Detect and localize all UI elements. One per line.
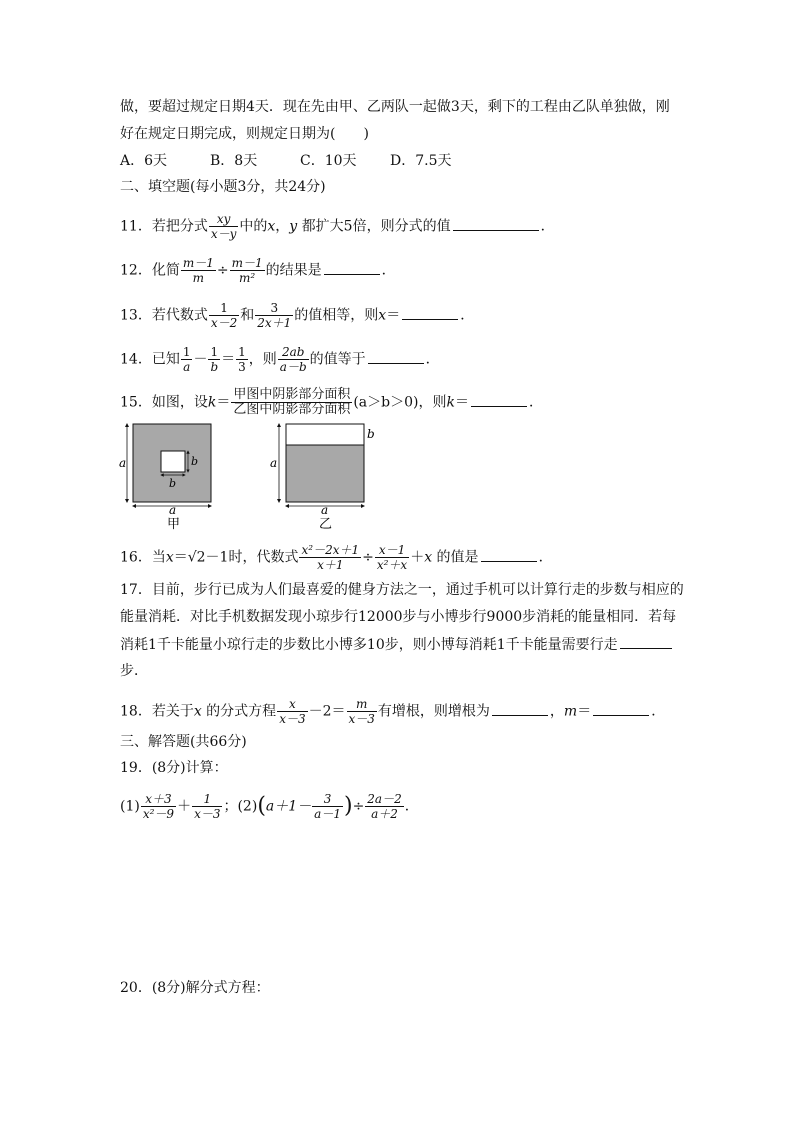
frac-den: x²－9 (142, 807, 175, 821)
q10-line1: 做，要超过规定日期4天．现在先由甲、乙两队一起做3天，剩下的工程由乙队单独做，刚 (120, 99, 670, 115)
jia-label-a-side: a (119, 456, 127, 470)
yi-shaded-rect (286, 445, 364, 502)
q17-line1: 17．目前，步行已成为人们最喜爱的健身方法之一，通过手机可以计算行走的步数与相应的 (120, 582, 684, 598)
q19-part-label: ；(2) (223, 798, 258, 815)
frac-num: x (289, 697, 296, 711)
option-c: C．10天 (300, 153, 357, 169)
q18-text: ， (549, 703, 564, 720)
q12-text: 的结果是 (265, 262, 322, 279)
jia-inner-square (161, 451, 185, 472)
q13 (120, 301, 474, 330)
q14-fraction-4 (278, 345, 309, 374)
q20-title: 20．(8分)解分式方程： (120, 980, 270, 996)
q12-end: ． (381, 262, 396, 279)
answer-blank[interactable] (481, 547, 537, 562)
frac-num: 1 (210, 345, 219, 359)
divide-sign: ÷ (352, 798, 365, 815)
frac-den: a－1 (314, 807, 341, 821)
frac-den: x－2 (210, 316, 238, 330)
q11 (120, 212, 555, 241)
q14-text: ，则 (248, 351, 277, 368)
q14-fraction-1 (181, 345, 193, 374)
q19-title: 19．(8分)计算： (120, 760, 228, 776)
frac-num: 1 (182, 345, 191, 359)
q16-text: ＝√2－1时，代数式 (173, 549, 299, 566)
frac-num: xy (216, 212, 231, 226)
var-y: y (289, 218, 298, 235)
jia-label-a-bottom: a (169, 503, 177, 517)
q13-text: ＝ (386, 307, 401, 324)
section3-heading: 三、解答题(共66分) (120, 734, 247, 750)
q18 (120, 697, 665, 726)
q19-fraction-3 (312, 792, 343, 821)
frac-num: 3 (270, 301, 279, 315)
figure-jia (119, 424, 211, 530)
frac-den: m (181, 270, 216, 285)
frac-den: 3 (238, 360, 246, 374)
frac-den: 乙图中阴影部分面积 (233, 402, 351, 417)
var-x: x (193, 703, 202, 720)
equals-sign: ＝ (577, 703, 592, 720)
q17-line4: 步． (120, 663, 148, 679)
var-m: m (563, 703, 578, 720)
jia-label-b-side: b (191, 455, 199, 468)
right-paren: ) (343, 793, 353, 819)
q16-fraction-2 (375, 543, 409, 572)
frac-den: x－3 (348, 712, 375, 726)
frac-den: a＋2 (365, 806, 403, 821)
answer-blank[interactable] (593, 701, 649, 716)
yi-label-a-side: a (270, 456, 278, 470)
q10-options (120, 151, 452, 171)
q18-text: 有增根，则增根为 (377, 703, 490, 720)
answer-blank[interactable] (620, 634, 672, 649)
q18-text: 的分式方程 (201, 703, 277, 720)
q19-fraction-2 (192, 792, 222, 821)
q19-expressions (120, 792, 419, 821)
q12-text: 12．化简 (120, 262, 180, 279)
q17-line3 (120, 634, 674, 655)
q15-end: ． (528, 394, 543, 411)
q19-fraction-4 (365, 792, 403, 821)
answer-blank[interactable] (324, 260, 380, 275)
q12-fraction-2 (230, 256, 265, 285)
q17-text: 消耗1千卡能量小琼行走的步数比小博多10步，则小博每消耗1千卡能量需要行走 (120, 637, 618, 653)
q18-fraction-1 (277, 697, 307, 726)
option-a: A．6天 (120, 153, 168, 169)
q18-text: 18．若关于 (120, 703, 194, 720)
q12-fraction-1 (181, 256, 216, 285)
answer-blank[interactable] (453, 216, 539, 231)
frac-num: 1 (238, 345, 246, 359)
frac-num: m－1 (182, 256, 214, 270)
q10-line2: 好在规定日期完成，则规定日期为( ) (120, 126, 369, 142)
var-x: x (165, 549, 174, 566)
frac-den: x²＋x (376, 558, 408, 572)
frac-den: x－3 (194, 807, 221, 821)
q11-text: ， (275, 218, 290, 235)
q11-text: 中的 (239, 218, 268, 235)
yi-white-strip (286, 424, 364, 445)
equals-sign: ＝ (216, 394, 231, 411)
divide-sign: ÷ (362, 549, 374, 566)
equals-sign: ＝ (454, 394, 469, 411)
frac-num: 2a－2 (367, 792, 402, 806)
q13-end: ． (460, 307, 475, 324)
q11-text: 11．若把分式 (120, 218, 208, 235)
answer-blank[interactable] (471, 392, 527, 407)
q11-fraction (209, 212, 239, 241)
minus-sign: － (193, 351, 208, 368)
figure-yi (270, 424, 375, 530)
q13-text: 的值相等，则 (294, 307, 379, 324)
option-b: B．8天 (210, 153, 258, 169)
q15-figures (115, 418, 375, 530)
q13-fraction-2 (255, 301, 293, 330)
var-x: x (378, 307, 387, 324)
q15-fraction (231, 388, 352, 417)
left-paren: ( (257, 793, 266, 819)
q18-text: －2＝ (308, 703, 346, 720)
yi-label-b: b (367, 427, 375, 441)
q16 (120, 543, 553, 572)
q17-line2: 能量消耗．对比手机数据发现小琼步行12000步与小博步行9000步消耗的能量相同．若每 (120, 609, 677, 625)
frac-den: 2x＋1 (257, 316, 292, 330)
q14-end: ． (425, 351, 440, 368)
frac-num: m－1 (231, 256, 263, 270)
var-x: x (267, 218, 276, 235)
frac-num: 1 (220, 301, 228, 315)
q16-text: 16．当 (120, 549, 166, 566)
var-k: k (446, 394, 455, 411)
q19-end: ． (404, 798, 419, 815)
frac-num: 2ab (281, 345, 305, 359)
frac-den: x－3 (279, 712, 306, 726)
section2-heading: 二、填空题(每小题3分，共24分) (120, 179, 326, 195)
q19-fraction-1 (141, 792, 176, 821)
frac-num: 3 (323, 792, 332, 806)
jia-caption: 甲 (167, 517, 181, 530)
frac-den: a－b (279, 360, 307, 374)
jia-label-b-bottom: b (169, 477, 177, 490)
q15-condition: (a＞b＞0) (353, 394, 419, 411)
q16-fraction-1 (299, 543, 361, 572)
answer-blank[interactable] (402, 305, 458, 320)
divide-sign: ÷ (216, 262, 229, 279)
q15-text: 15．如图，设 (120, 394, 208, 411)
frac-den: x＋1 (299, 557, 361, 572)
q11-end: ． (540, 218, 555, 235)
q15-text: ，则 (418, 394, 447, 411)
q14-fraction-2 (208, 345, 220, 374)
q15 (120, 388, 543, 417)
answer-blank[interactable] (368, 349, 424, 364)
q11-text: 都扩大5倍，则分式的值 (297, 218, 451, 235)
q13-fraction-1 (209, 301, 239, 330)
q18-fraction-2 (347, 697, 377, 726)
option-d: D．7.5天 (390, 153, 452, 169)
frac-num: x＋3 (145, 792, 172, 806)
plus-sign: ＋ (410, 549, 425, 566)
q14 (120, 345, 440, 374)
frac-den: m² (230, 270, 265, 285)
q12 (120, 256, 396, 285)
frac-num: 1 (203, 792, 212, 806)
q16-text: 的值是 (432, 549, 479, 566)
frac-den: x－y (210, 227, 237, 241)
q18-end: ． (651, 703, 666, 720)
var-k: k (207, 394, 217, 411)
yi-label-a-bottom: a (321, 503, 329, 517)
q13-text: 和 (240, 307, 255, 324)
frac-num: x²－2x＋1 (301, 543, 360, 557)
var-x: x (424, 549, 433, 566)
yi-caption: 乙 (319, 517, 333, 530)
answer-blank[interactable] (492, 701, 548, 716)
frac-den: a (181, 359, 193, 374)
plus-sign: ＋ (177, 798, 192, 815)
q14-fraction-3 (236, 345, 248, 374)
q19-expr: a＋1－ (265, 798, 312, 815)
q14-text: 14．已知 (120, 351, 180, 368)
frac-num: x－1 (378, 543, 406, 557)
q16-end: ． (538, 549, 553, 566)
q19-part-label: (1) (120, 798, 140, 815)
q13-text: 13．若代数式 (120, 307, 208, 324)
frac-num: m (356, 697, 368, 711)
equals-sign: ＝ (221, 351, 236, 368)
frac-num: 甲图中阴影部分面积 (233, 387, 351, 402)
frac-den: b (210, 360, 219, 374)
q14-text: 的值等于 (309, 351, 366, 368)
